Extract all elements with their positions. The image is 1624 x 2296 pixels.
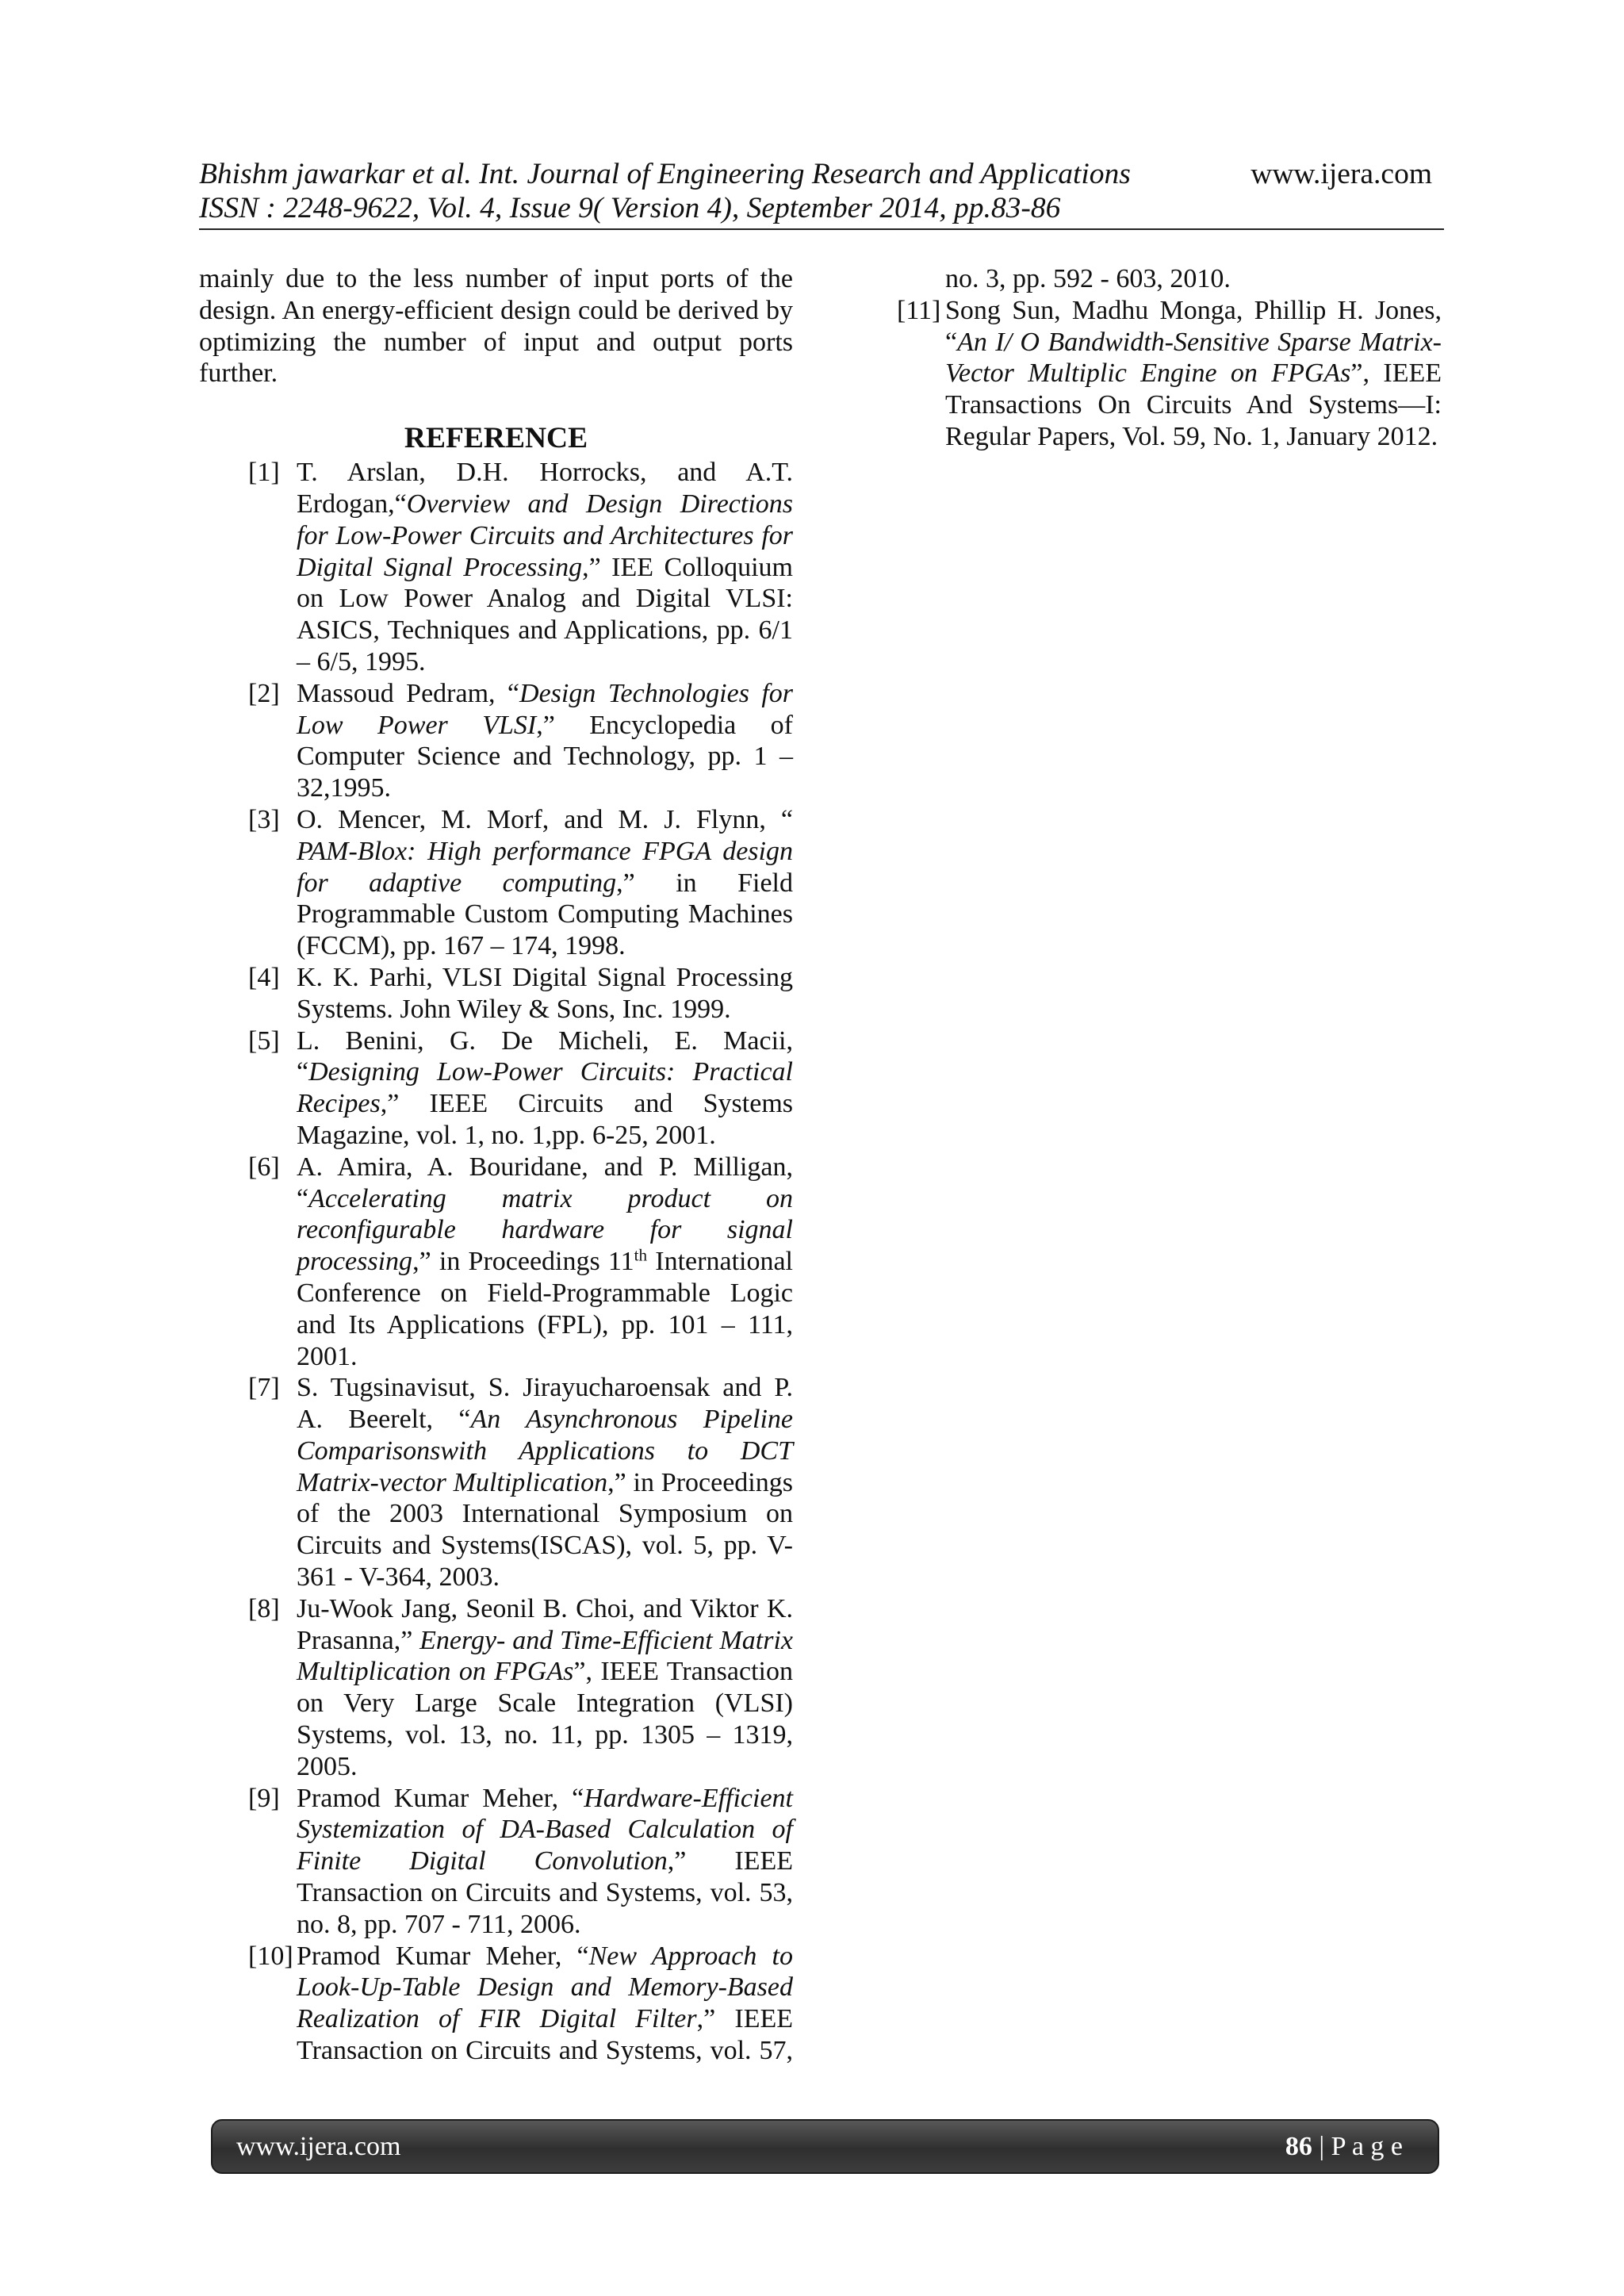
reference-details: ,” IEEE Transaction on Circuits and Systems, vol. 57, no. 3, pp. 592 - 603, 2010.	[297, 264, 1231, 2066]
reference-details: ,” IEEE Circuits and Systems Magazine, vol. 1, no. 1,pp. 6-25, 2001.	[297, 1089, 793, 1150]
reference-item	[248, 804, 793, 962]
body-paragraph: mainly due to the less number of input ports of the design. An energy-efficient design could be derived by optimizing the number of input and output ports further.	[199, 264, 793, 389]
reference-title: Accelerating matrix product on reconfigurable hardware for signal processing	[297, 1183, 793, 1277]
reference-details: ,” Encyclopedia of Computer Science and Technology, pp. 1 – 32,1995.	[297, 710, 794, 803]
reference-text: K. K. Parhi, VLSI Digital Signal Processing Systems. John Wiley & Sons, Inc. 1999.	[297, 962, 793, 1024]
reference-title: Overview and Design Directions for Low-Power Circuits and Architectures for Digital Signal Processing	[297, 489, 793, 582]
reference-number: [3]	[248, 804, 280, 834]
reference-list	[248, 263, 1442, 2076]
header-rule	[199, 228, 1444, 230]
reference-details: ,” in Proceedings of the 2003 International Symposium on Circuits and Systems(ISCAS), vol. 5, pp. V-361 - V-364, 2003.	[297, 1467, 793, 1593]
reference-authors: L. Benini, G. De Micheli, E. Macii, “	[297, 1025, 793, 1087]
reference-title: Designing Low-Power Circuits: Practical Recipes	[297, 1057, 793, 1119]
reference-title: Energy- and Time-Efficient Matrix Multiplication on FPGAs	[297, 1625, 793, 1687]
reference-title: PAM-Blox: High performance FPGA design for adaptive computing	[297, 836, 793, 898]
reference-item	[248, 962, 793, 1025]
reference-number: [9]	[248, 1783, 280, 1813]
footer-page-label: | P a g e	[1319, 2131, 1403, 2161]
two-column-body	[199, 263, 1442, 2076]
reference-item	[248, 1593, 793, 1783]
reference-details: ,” IEEE Transaction on Circuits and Systems, vol. 53, no. 8, pp. 707 - 711, 2006.	[297, 1846, 793, 1939]
reference-authors: Pramod Kumar Meher, “	[297, 1783, 584, 1813]
reference-number: [11]	[897, 295, 941, 325]
reference-details: ,” IEE Colloquium on Low Power Analog and Digital VLSI: ASICS, Techniques and Applications, pp. 6/1 – 6/5, 1995.	[297, 552, 793, 677]
reference-item	[248, 1025, 793, 1152]
reference-title: An I/ O Bandwidth-Sensitive Sparse Matrix-Vector Multiplic Engine on FPGAs	[945, 327, 1442, 389]
reference-details: ”, IEEE Transaction on Very Large Scale Integration (VLSI) Systems, vol. 13, no. 11, pp. 1305 – 1319, 2005.	[297, 1657, 793, 1781]
reference-number: [4]	[248, 962, 280, 992]
reference-authors: A. Amira, A. Bouridane, and P. Milligan, “	[297, 1152, 793, 1213]
reference-number: [8]	[248, 1593, 280, 1623]
ordinal-superscript: th	[634, 1245, 648, 1265]
reference-item	[248, 1783, 793, 1941]
reference-item	[248, 457, 793, 678]
reference-title: New Approach to Look-Up-Table Design and Memory-Based Realization of FIR Digital Filter	[297, 1941, 793, 2034]
reference-title: An Asynchronous Pipeline Comparisonswith Applications to DCT Matrix-vector Multiplication	[297, 1405, 794, 1497]
reference-authors: Ju-Wook Jang, Seonil B. Choi, and Viktor K. Prasanna,”	[297, 1593, 793, 1655]
reference-number: [7]	[248, 1373, 280, 1403]
reference-number: [1]	[248, 458, 280, 488]
reference-details-continued: International Conference on Field-Programmable Logic and Its Applications (FPL), pp. 101 – 111, 2001.	[297, 1247, 793, 1371]
reference-authors: Song Sun, Madhu Monga, Phillip H. Jones, “	[945, 295, 1442, 357]
header-website: www.ijera.com	[1251, 158, 1432, 190]
reference-item	[248, 1372, 793, 1593]
page-footer	[211, 2119, 1439, 2174]
footer-website: www.ijera.com	[236, 2131, 401, 2161]
footer-page-indicator	[1285, 2131, 1403, 2163]
reference-item	[248, 1152, 793, 1373]
reference-number: [6]	[248, 1152, 280, 1182]
reference-number: [5]	[248, 1025, 280, 1056]
running-header-issn: ISSN : 2248-9622, Vol. 4, Issue 9( Version 4), September 2014, pp.83-86	[199, 192, 1061, 224]
reference-details: ,” in Proceedings 11	[412, 1247, 634, 1277]
running-header-journal: Bhishm jawarkar et al. Int. Journal of Engineering Research and Applications	[199, 158, 1131, 190]
reference-details: ,” in Field Programmable Custom Computing Machines (FCCM), pp. 167 – 174, 1998.	[297, 868, 793, 961]
reference-title: Hardware-Efficient Systemization of DA-Based Calculation of Finite Digital Convolution	[297, 1783, 793, 1876]
reference-number: [10]	[248, 1941, 293, 1971]
footer-page-number: 86	[1285, 2131, 1312, 2161]
reference-title: Design Technologies for Low Power VLSI	[297, 678, 793, 740]
reference-number: [2]	[248, 678, 280, 708]
reference-details: ”, IEEE Transactions On Circuits And Systems—I: Regular Papers, Vol. 59, No. 1, January 2012.	[945, 358, 1442, 451]
reference-item	[897, 295, 1442, 453]
reference-authors: Pramod Kumar Meher, “	[297, 1941, 589, 1971]
references-heading: REFERENCE	[404, 422, 588, 455]
reference-authors: Massoud Pedram, “	[297, 678, 520, 708]
reference-item	[248, 678, 793, 804]
reference-authors: S. Tugsinavisut, S. Jirayucharoensak and P. A. Beerelt, “	[297, 1373, 793, 1435]
reference-authors: O. Mencer, M. Morf, and M. J. Flynn, “	[297, 804, 793, 834]
reference-authors: T. Arslan, D.H. Horrocks, and A.T. Erdogan,“	[297, 458, 793, 519]
